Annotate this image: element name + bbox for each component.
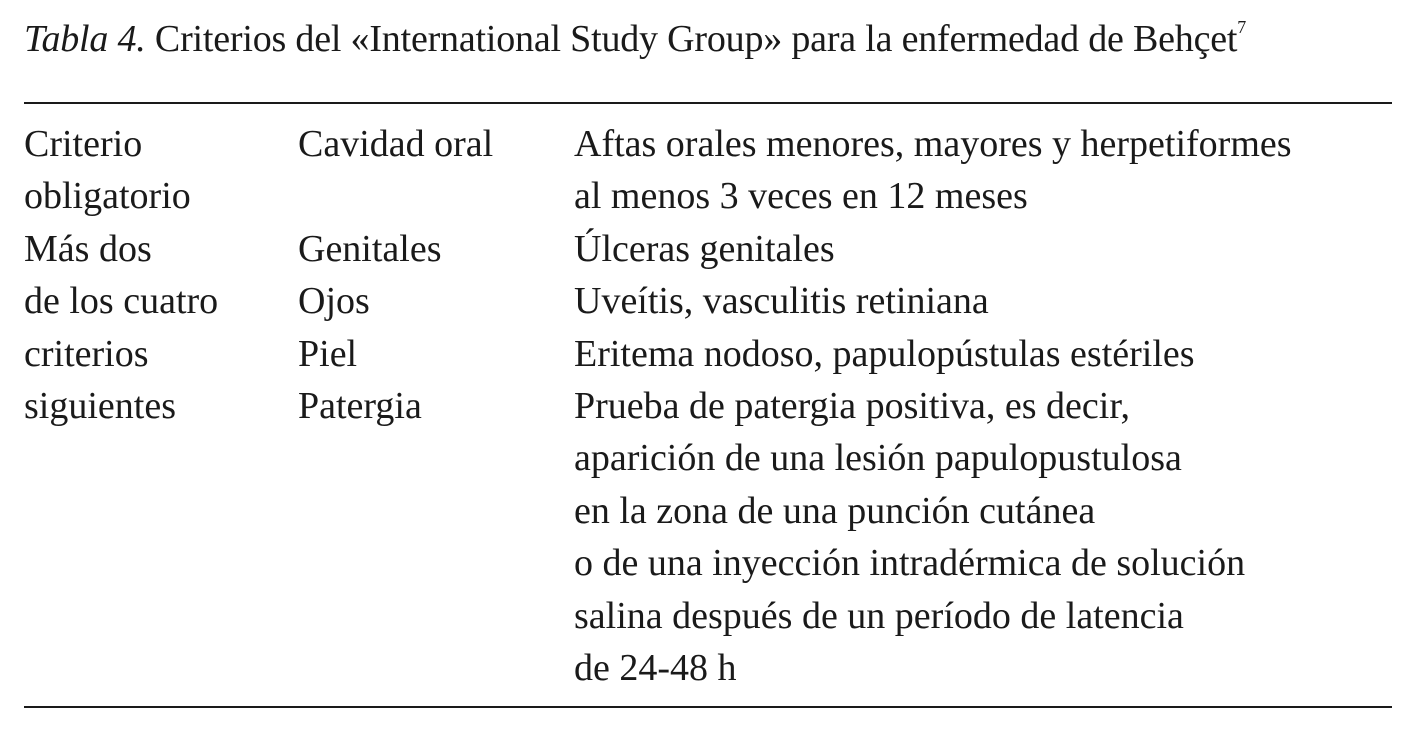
- table-label: Tabla 4.: [24, 18, 146, 60]
- site-cell: Genitales: [298, 227, 442, 270]
- criteria-line: siguientes: [24, 384, 176, 427]
- criteria-line: Criterio: [24, 123, 143, 165]
- site-cell: [298, 170, 493, 222]
- criteria-line: de los cuatro: [24, 280, 219, 323]
- criteria-line: obligatorio: [24, 175, 191, 218]
- description-column: [574, 118, 1292, 694]
- description-line: Eritema nodoso, papulopústulas estériles: [574, 332, 1195, 375]
- criteria-column: [24, 118, 218, 432]
- description-line: Uveítis, vasculitis retiniana: [574, 280, 989, 323]
- table-bottom-rule: [24, 706, 1392, 708]
- description-line: Prueba de patergia positiva, es decir,: [574, 384, 1130, 427]
- site-column: [298, 118, 493, 432]
- criteria-line: criterios: [24, 332, 149, 375]
- site-cell: Cavidad oral: [298, 123, 494, 165]
- description-line: Aftas orales menores, mayores y herpetiformes: [574, 123, 1292, 165]
- description-line: salina después de un período de latencia: [574, 594, 1184, 637]
- description-line: o de una inyección intradérmica de solución: [574, 542, 1246, 585]
- table-title: Criterios del «International Study Group» para la enfermedad de Behçet: [154, 18, 1238, 60]
- table-top-rule: [24, 102, 1392, 104]
- description-line: Úlceras genitales: [574, 227, 835, 270]
- site-cell: Piel: [298, 332, 358, 375]
- description-line: de 24-48 h: [574, 646, 737, 689]
- reference-superscript: 7: [1237, 17, 1247, 38]
- description-line: en la zona de una punción cutánea: [574, 489, 1096, 532]
- table-caption: [24, 14, 1246, 64]
- description-line: al menos 3 veces en 12 meses: [574, 175, 1028, 218]
- site-cell: Patergia: [298, 384, 422, 427]
- site-cell: Ojos: [298, 280, 370, 323]
- description-line: aparición de una lesión papulopustulosa: [574, 437, 1182, 480]
- criteria-line: Más dos: [24, 227, 152, 270]
